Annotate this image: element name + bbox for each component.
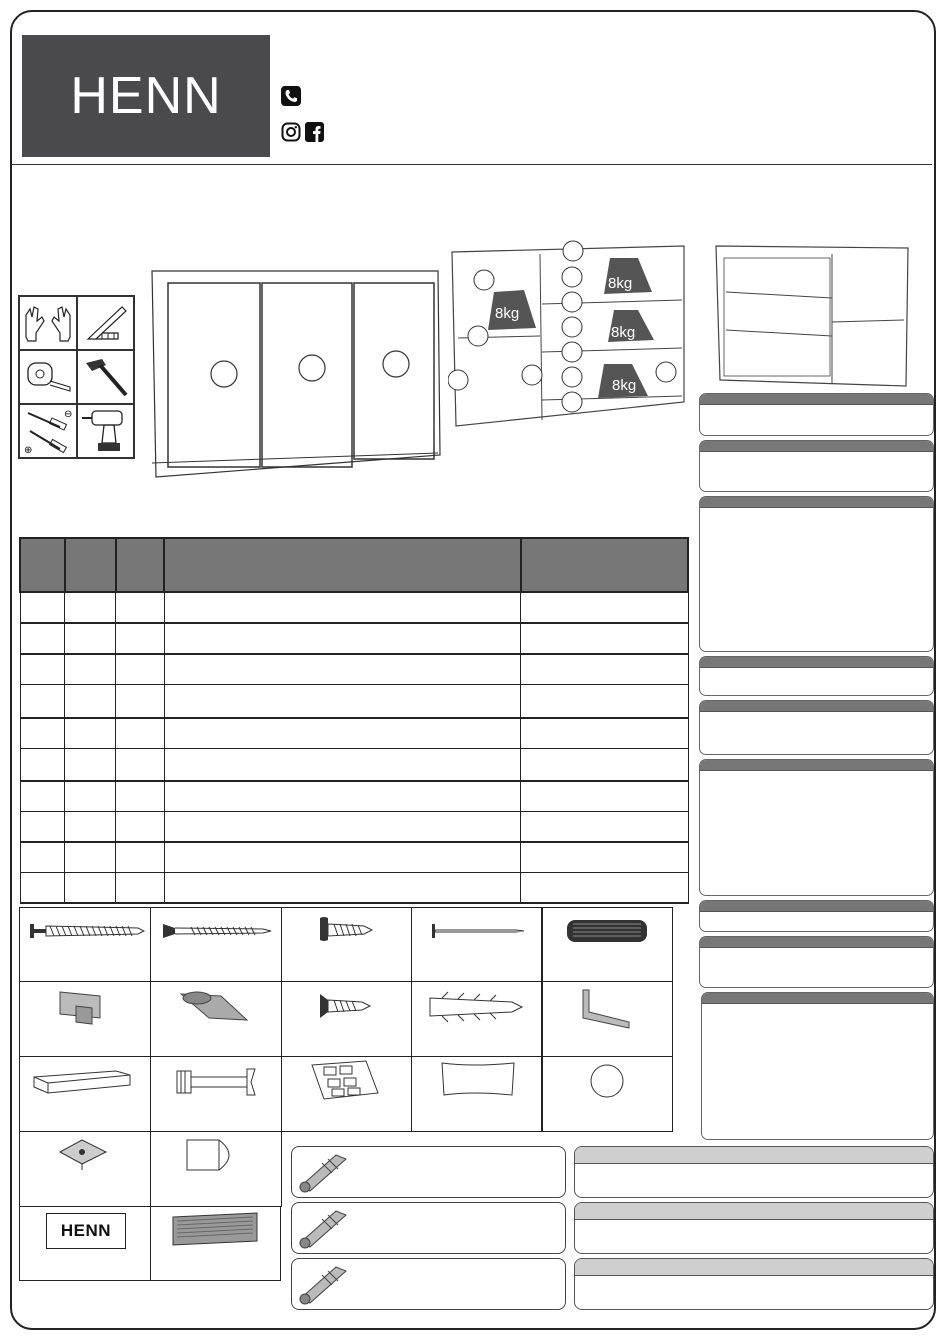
tape-measure-icon [19,350,77,404]
hardware-cell-cap [411,1056,542,1132]
callout-circle [211,361,237,387]
callout-circle [383,351,409,377]
note-box [574,1202,934,1254]
note-box [574,1146,934,1198]
closed-wardrobe-illustration [150,265,442,480]
table-header-cell [521,538,689,592]
hardware-cell-bolt [150,1056,282,1132]
info-box [699,393,934,436]
info-box [701,992,934,1140]
screwdriver-icon [19,404,77,458]
hardware-cell-hinge [150,981,282,1057]
hardware-cell-round-cap [542,1056,673,1132]
info-box [699,936,934,988]
table-row [20,812,688,843]
open-cabinet-illustration [714,240,910,390]
logo-text: HENN [70,67,222,125]
table-header-cell [65,538,116,592]
table-row [20,592,688,623]
info-box [699,900,934,932]
phone-icon [281,86,301,106]
header-divider [12,164,932,165]
weight-label: 8kg [611,324,636,341]
info-box [699,440,934,492]
hardware-cell-long-screw [19,907,151,982]
hardware-cell-dowel [542,907,673,982]
weight-label: 8kg [608,275,633,292]
info-box [699,700,934,755]
hardware-cell-felt-pads [281,1056,412,1132]
table-row [20,873,688,904]
fitting-icon [292,1203,362,1253]
weight-label: 8kg [612,377,637,394]
weight-label: 8kg [495,305,520,322]
hardware-cell-pan-screw [281,907,412,982]
hardware-cell-mounting-plate [19,1131,151,1207]
info-box [699,759,934,896]
table-header-cell [20,538,65,592]
fitting-step-box [291,1258,566,1310]
hardware-cell-countersunk-screw [150,907,282,982]
table-row [20,685,688,719]
table-header-cell [164,538,520,592]
fitting-icon [292,1259,362,1309]
table-row [20,781,688,812]
table-header-cell [116,538,165,592]
hardware-cell-wall-plug [411,981,542,1057]
callout-circle [299,355,325,381]
hardware-cell-rail [150,1206,281,1281]
gloves-icon [19,296,77,350]
info-box [699,496,934,652]
instagram-icon [281,122,301,142]
hardware-cell-door-stop [150,1131,282,1207]
hardware-cell-angle-bracket [542,981,673,1057]
table-row [20,654,688,685]
hardware-cell-brand-badge [19,1206,151,1281]
note-box [574,1258,934,1310]
hardware-cell-drawer-runner [19,1056,151,1132]
facebook-icon [305,122,324,142]
hammer-icon [77,350,134,404]
hardware-cell-flat-screw [281,981,412,1057]
table-row [20,718,688,749]
tools-panel [18,295,135,459]
phillips-sign: ⊕ [24,445,33,456]
info-box [699,656,934,696]
table-row [20,749,688,782]
slotted-sign: ⊖ [64,409,73,420]
fitting-step-box [291,1146,566,1198]
fitting-step-box [291,1202,566,1254]
square-ruler-icon [77,296,134,350]
fitting-icon [292,1147,362,1197]
drill-icon [77,404,134,458]
brand-logo [22,35,270,157]
badge-text: HENN [60,1221,112,1240]
table-row [20,623,688,654]
parts-table [19,537,689,904]
hardware-cell-cam-lock [19,981,151,1057]
hardware-cell-nail [411,907,542,982]
weight-load-illustration [448,240,688,430]
table-row [20,842,688,873]
